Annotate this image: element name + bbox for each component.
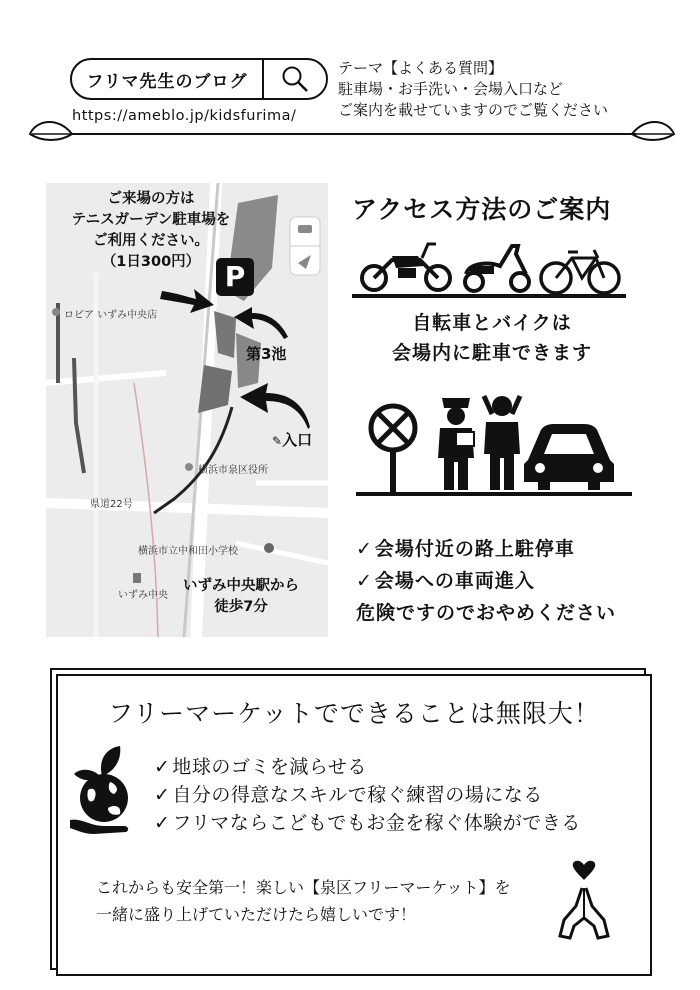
blog-note: テーマ【よくある質問】 駐車場・お手洗い・会場入口など ご案内を載せていますのでご覧ください xyxy=(338,59,609,119)
benefit-2: ✓ 自分の得意なスキルで稼ぐ練習の場になる xyxy=(154,784,543,806)
check-icon: ✓ xyxy=(356,538,373,560)
place-route: 県道22号 xyxy=(90,499,133,510)
blog-url[interactable]: https://ameblo.jp/kidsfurima/ xyxy=(72,108,297,124)
walker-icon: ✎ xyxy=(272,434,283,448)
warning-3: 危険ですのでおやめください xyxy=(356,602,617,624)
parking-note: ご来場の方は テニスガーデン駐車場を ご利用ください。 （1日300円） xyxy=(71,191,231,270)
parking-icon: P xyxy=(216,258,254,296)
bicycle-icon xyxy=(538,246,622,296)
place-station: いずみ中央 xyxy=(118,590,168,601)
blog-search-box[interactable] xyxy=(70,58,328,100)
place-school: 横浜市立中和田小学校 xyxy=(138,546,238,557)
access-map[interactable] xyxy=(46,183,328,637)
entrance-label: ✎入口 xyxy=(272,431,313,449)
arrow-icon xyxy=(232,307,288,343)
police-officer-icon xyxy=(434,392,478,492)
police-officer-icon xyxy=(478,392,526,492)
arrow-icon xyxy=(158,281,216,315)
market-title: フリーマーケットでできることは無限大！ xyxy=(108,699,600,728)
benefit-3: ✓ フリマならこどもでもお金を稼ぐ体験ができる xyxy=(154,812,581,834)
check-icon: ✓ xyxy=(356,570,373,592)
check-icon: ✓ xyxy=(154,756,171,778)
bike-note: 自転車とバイクは 会場内に駐車できます xyxy=(391,312,592,364)
check-icon: ✓ xyxy=(154,784,171,806)
place-lopia: ロピア いずみ中央店 xyxy=(64,310,158,321)
scene-ground-line xyxy=(356,492,632,496)
leaf-right-icon xyxy=(630,112,676,146)
closing-message: これからも安全第一！楽しい【泉区フリーマーケット】を 一緒に盛り上げていただけたら嬉しいです！ xyxy=(96,878,511,924)
warning-1: ✓ 会場付近の路上駐停車 xyxy=(356,538,575,560)
motorcycle-icon xyxy=(358,238,454,294)
arrow-icon xyxy=(238,383,310,431)
search-icon[interactable] xyxy=(264,59,326,99)
car-icon xyxy=(522,420,616,492)
pond-label: 第3池 xyxy=(246,345,287,363)
benefit-1: ✓ 地球のゴミを減らせる xyxy=(154,756,367,778)
warning-2: ✓ 会場への車両進入 xyxy=(356,570,535,592)
blog-title: フリマ先生のブログ xyxy=(86,71,248,92)
heart-praying-hands-icon xyxy=(556,860,612,940)
leaf-left-icon xyxy=(28,112,74,146)
station-note: いずみ中央駅から 徒歩7分 xyxy=(183,578,299,615)
earth-hand-icon xyxy=(68,746,142,836)
place-ward-office: 横浜市泉区役所 xyxy=(198,465,268,476)
vehicles-ground-line xyxy=(352,294,626,298)
scooter-icon xyxy=(460,240,534,294)
no-parking-sign-icon xyxy=(364,402,422,494)
header-divider xyxy=(70,133,636,135)
access-title: アクセス方法のご案内 xyxy=(352,195,612,224)
check-icon: ✓ xyxy=(154,812,171,834)
